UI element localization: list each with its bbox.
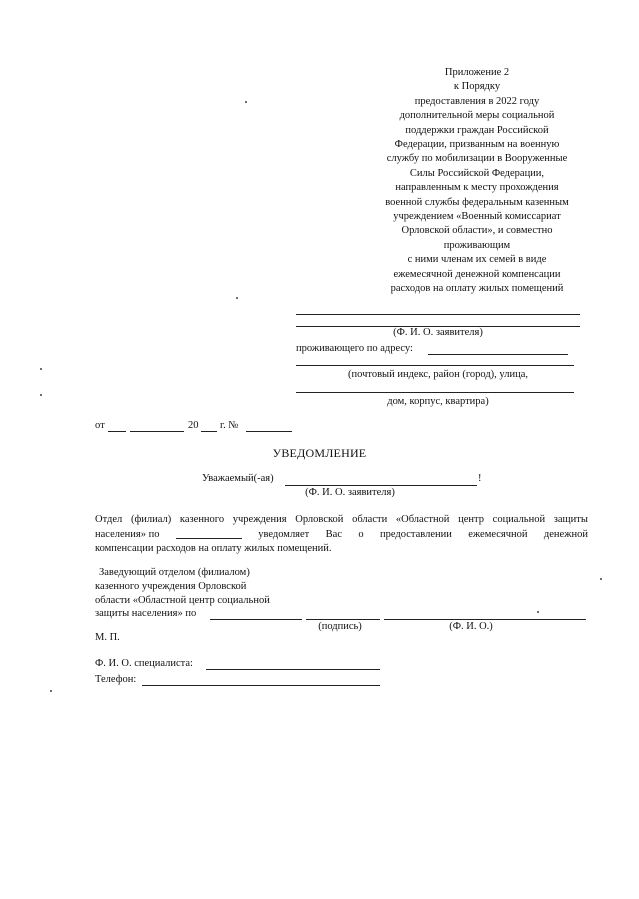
applicant-name-line-1[interactable] <box>296 314 580 315</box>
manager-department-field[interactable] <box>210 619 302 620</box>
body-word: ежемесячной <box>468 528 528 540</box>
signature-caption: (подпись) <box>318 621 362 632</box>
applicant-fio-caption: (Ф. И. О. заявителя) <box>393 327 483 338</box>
appendix-line: Приложение 2 <box>444 67 510 78</box>
body-word: о <box>358 528 364 540</box>
date-year-prefix: 20 <box>188 420 199 431</box>
appendix-line: ежемесячной денежной компенсации <box>393 268 561 280</box>
appendix-line: расходов на оплату жилых помещений <box>390 283 564 295</box>
postal-caption: (почтовый индекс, район (город), улица, <box>348 369 528 380</box>
body-word: Отдел <box>95 514 123 525</box>
body-word: (филиал) <box>130 514 172 525</box>
body-word: центр <box>458 514 484 525</box>
greeting-label: Уважаемый(-ая) <box>202 473 274 484</box>
body-department-field[interactable] <box>176 528 242 539</box>
scan-speck <box>50 690 52 692</box>
date-from-label: от <box>95 420 105 431</box>
phone-field[interactable] <box>142 685 380 686</box>
stamp-place-label: М. П. <box>95 632 120 643</box>
body-word: области <box>352 514 388 525</box>
date-year-field[interactable] <box>201 431 217 432</box>
greeting-fio-caption: (Ф. И. О. заявителя) <box>305 487 395 498</box>
address-line-3[interactable] <box>296 392 574 393</box>
manager-signature-field[interactable] <box>306 619 380 620</box>
appendix-line: поддержки граждан Российской <box>405 124 549 136</box>
address-line-2[interactable] <box>296 365 574 366</box>
appendix-line: предоставления в 2022 году <box>414 95 540 107</box>
address-line-1[interactable] <box>428 354 568 355</box>
address-label: проживающего по адресу: <box>296 343 413 354</box>
body-word: уведомляет <box>258 528 310 540</box>
manager-block <box>95 566 270 621</box>
manager-line: области «Областной центр социальной <box>95 594 270 606</box>
appendix-line: Силы Российской Федерации, <box>409 167 545 179</box>
house-caption: дом, корпус, квартира) <box>387 396 489 407</box>
appendix-line: службу по мобилизации в Вооруженные <box>386 153 568 165</box>
appendix-line: к Порядку <box>453 81 501 93</box>
phone-label: Телефон: <box>95 674 137 685</box>
body-word: защиты <box>553 514 588 525</box>
date-day-field[interactable] <box>108 431 126 432</box>
appendix-line: Федерации, призванным на военную <box>394 139 560 151</box>
appendix-line: с ними членам их семей в виде <box>407 254 547 266</box>
body-word: казенного <box>179 514 225 525</box>
scan-speck <box>245 101 247 103</box>
manager-fio-caption: (Ф. И. О.) <box>449 621 493 632</box>
body-line-2 <box>95 528 588 543</box>
body-word: социальной <box>492 514 546 525</box>
body-word: населения» по <box>95 528 160 540</box>
notice-body <box>95 513 588 557</box>
appendix-header <box>372 66 582 297</box>
specialist-fio-label: Ф. И. О. специалиста: <box>95 658 193 669</box>
manager-fio-field[interactable] <box>384 619 586 620</box>
appendix-line: учреждением «Военный комиссариат <box>393 211 561 223</box>
body-word: «Областной <box>395 514 450 525</box>
manager-line: Заведующий отделом (филиалом) <box>99 567 250 578</box>
greeting-exclamation: ! <box>478 473 482 484</box>
document-number-field[interactable] <box>246 431 292 432</box>
body-word: учреждения <box>232 514 287 525</box>
scan-speck <box>537 611 539 613</box>
body-word: Орловской <box>295 514 344 525</box>
scan-speck <box>236 297 238 299</box>
date-number-label: г. № <box>220 420 239 431</box>
appendix-line: направленным к месту прохождения <box>395 182 559 194</box>
date-month-field[interactable] <box>130 431 184 432</box>
scan-speck <box>600 578 602 580</box>
appendix-line: дополнительной меры социальной <box>399 110 555 122</box>
body-word: предоставлении <box>380 528 452 540</box>
body-word: Вас <box>325 528 342 540</box>
appendix-line: военной службы федеральным казенным <box>385 196 569 208</box>
scan-speck <box>40 394 42 396</box>
appendix-line: Орловской области», и совместно <box>401 225 553 237</box>
body-line-3: компенсации расходов на оплату жилых помещений. <box>95 543 332 554</box>
specialist-fio-field[interactable] <box>206 669 380 670</box>
body-line-1 <box>95 513 588 528</box>
manager-line: защиты населения» по <box>95 608 197 620</box>
appendix-line: проживающим <box>443 239 511 251</box>
scan-speck <box>40 368 42 370</box>
notice-title: УВЕДОМЛЕНИЕ <box>272 446 367 460</box>
body-word: денежной <box>543 528 588 540</box>
manager-line: казенного учреждения Орловской <box>95 580 247 592</box>
greeting-name-field[interactable] <box>285 485 477 486</box>
